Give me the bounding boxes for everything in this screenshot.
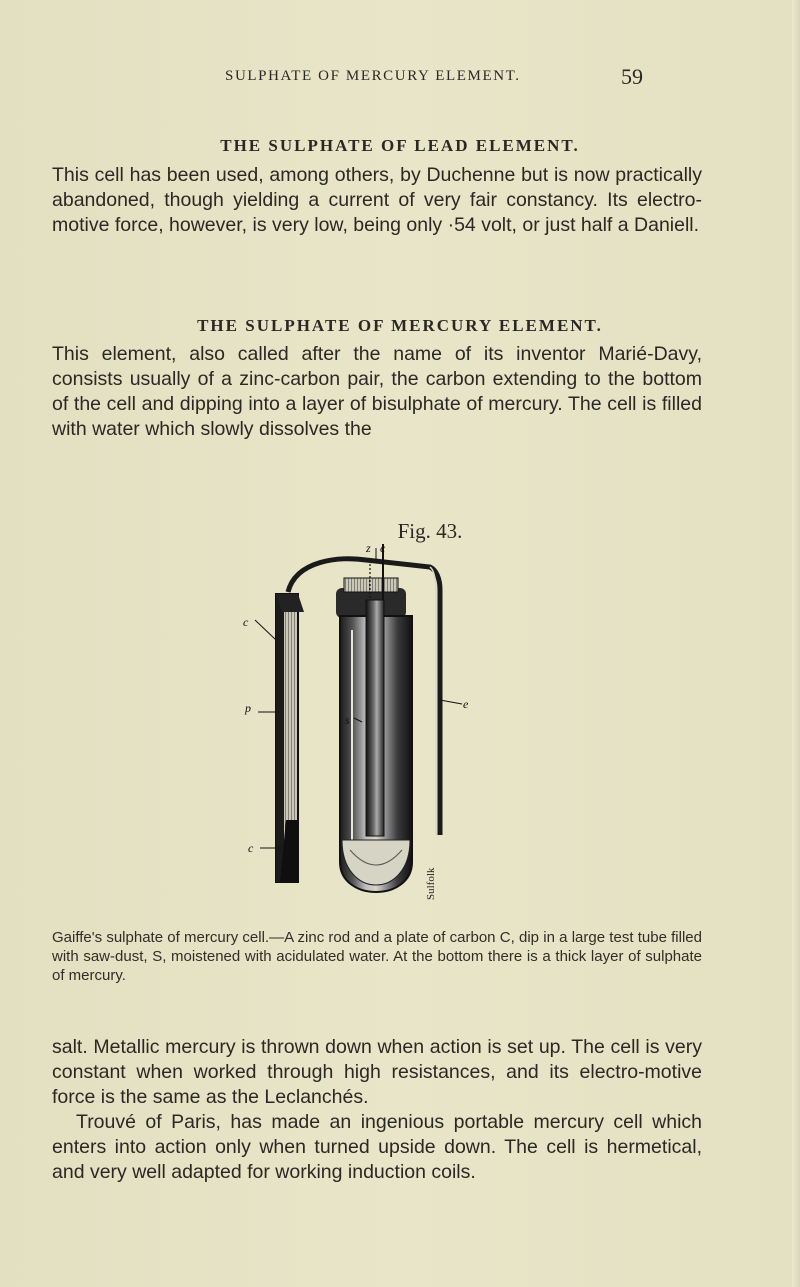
figure-caption: Gaiffe's sulphate of mercury cell.—A zinc rod and a plate of carbon C, dip in a large test tube filled with saw-dust, S, moistened with acidulated water. At the bottom there is a thick layer of sulphate of mercury. <box>52 929 702 984</box>
engraver-signature: Sulfolk <box>425 867 437 900</box>
figure-label: Fig. 43. <box>397 519 463 543</box>
page-number: 59 <box>621 64 643 89</box>
paragraph-continuation: salt. Metallic mercury is thrown down when action is set up. The cell is very constant when worked through high resistances, and its electro-motive force is the same as the Leclanchés. <box>52 1036 702 1108</box>
section-heading-lead: THE SULPHATE OF LEAD ELEMENT. <box>220 136 580 155</box>
paragraph-lead: This cell has been used, among others, by Duchenne but is now practically abandoned, though yielding a current of very fair constancy. Its electro-motive force, however, is very low, being only ·54 volt, or just half a Daniell. <box>52 164 702 236</box>
running-title: SULPHATE OF MERCURY ELEMENT. <box>225 68 521 84</box>
section-heading-mercury: THE SULPHATE OF MERCURY ELEMENT. <box>197 316 603 335</box>
paragraph-trouve: Trouvé of Paris, has made an ingenious portable mercury cell which enters into action only when turned upside down. The cell is hermetical, and very well adapted for working induction coils. <box>52 1111 702 1183</box>
figure-letter-c-bottom: c <box>248 841 254 855</box>
figure-letter-e: e <box>463 697 469 711</box>
paragraph-mercury: This element, also called after the name of its inventor Marié-Davy, consists usually of a zinc-carbon pair, the carbon extending to the bottom of the cell and dipping into a layer of bisulphate of mercury. The cell is filled with water which slowly dissolves the <box>52 343 702 440</box>
figure-letter-c-left: c <box>243 615 249 629</box>
figure-letter-s: s <box>345 713 350 727</box>
figure-letter-p: p <box>245 701 251 715</box>
zinc-rod <box>366 600 384 836</box>
figure-letter-z: z <box>366 541 371 555</box>
figure-letter-c-top: c <box>380 541 386 555</box>
